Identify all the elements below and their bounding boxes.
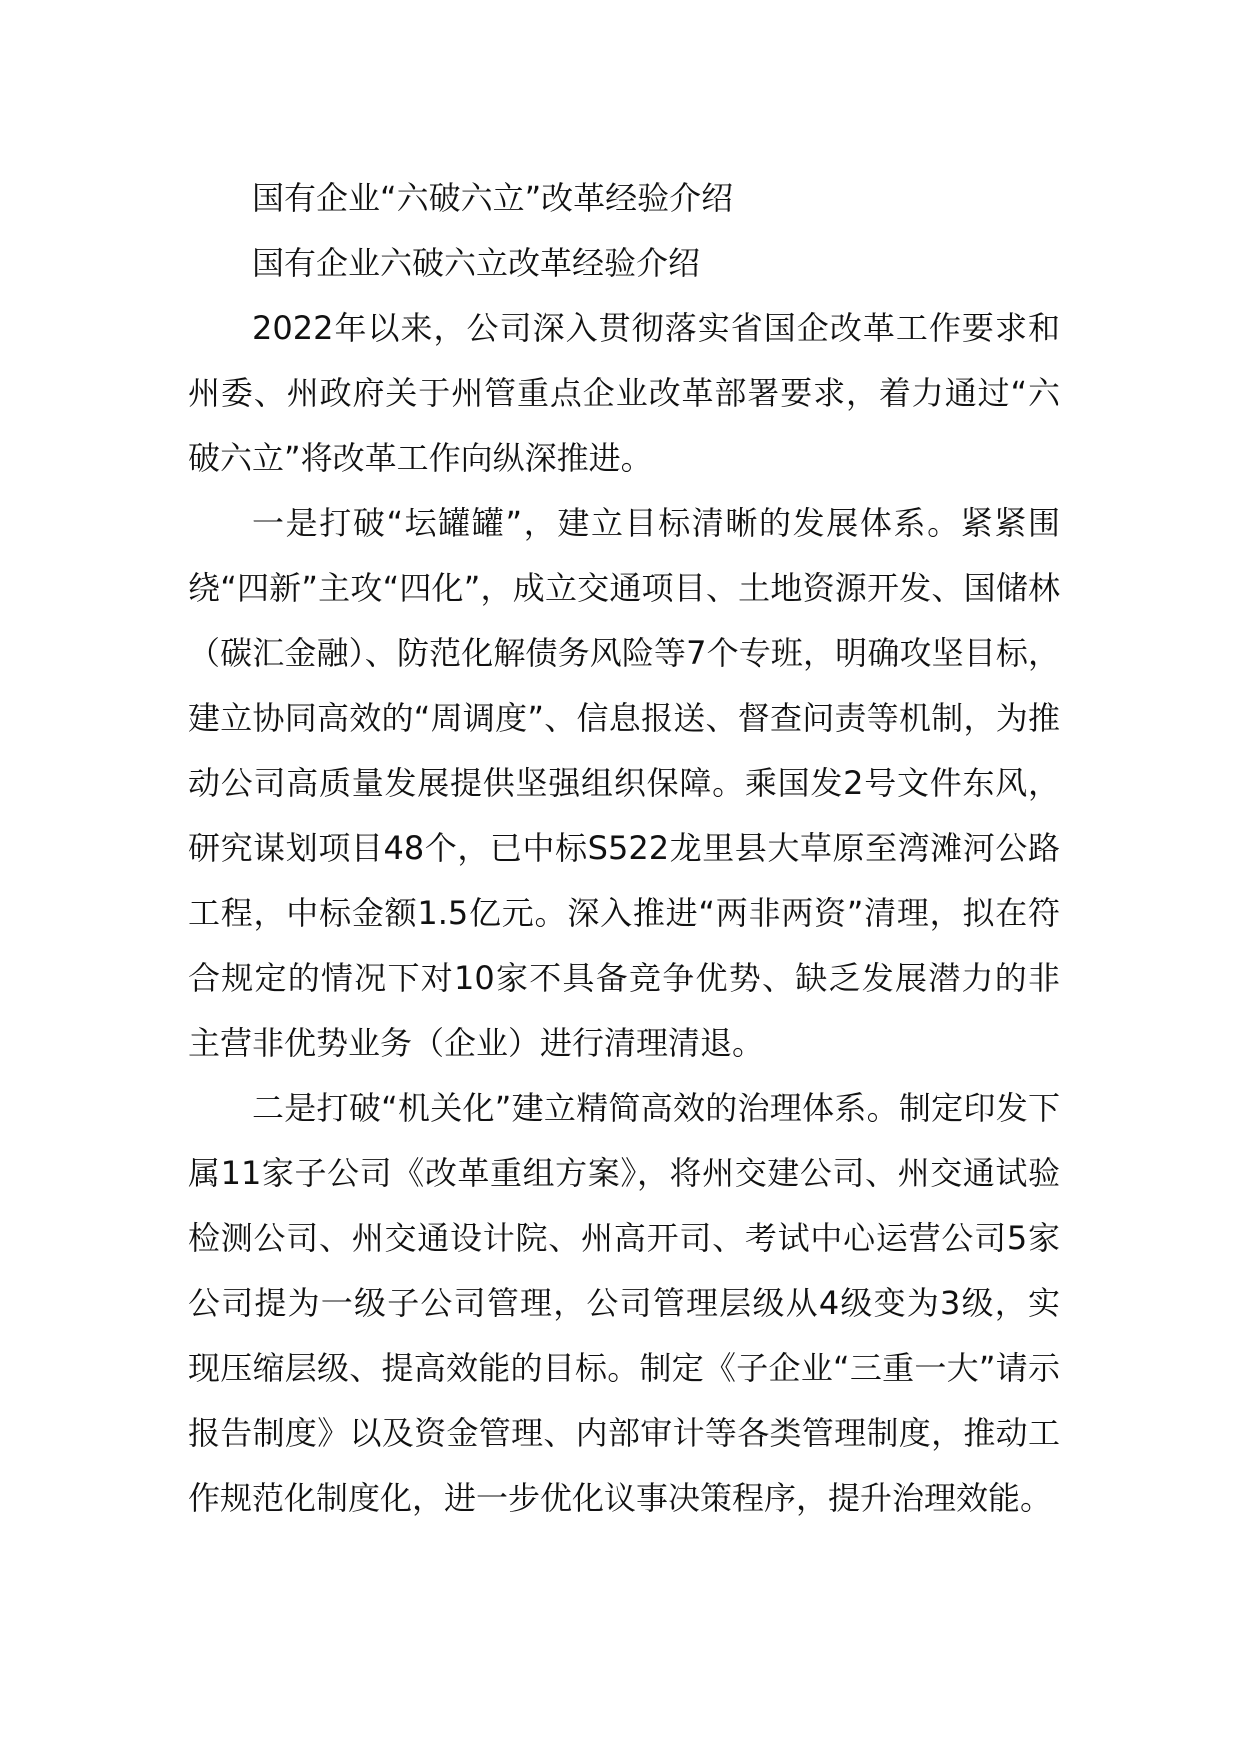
document-body — [188, 166, 1060, 1531]
paragraph-intro: 2022年以来，公司深入贯彻落实省国企改革工作要求和州委、州政府关于州管重点企业改革部署要求，着力通过“六破六立”将改革工作向纵深推进。 — [188, 309, 1060, 477]
document-subtitle: 国有企业六破六立改革经验介绍 — [252, 244, 701, 282]
paragraph-section-two: 二是打破“机关化”建立精简高效的治理体系。制定印发下属11家子公司《改革重组方案》，将州交建公司、州交通试验检测公司、州交通设计院、州高开司、考试中心运营公司5家公司提为一级子公司管理，公司管理层级从4级变为3级，实现压缩层级、提高效能的目标。制定《子企业“三重一大”请示报告制度》以及资金管理、内部审计等各类管理制度，推动工作规范化制度化，进一步优化议事决策程序，提升治理效能。 — [188, 1089, 1060, 1517]
document-title: 国有企业“六破六立”改革经验介绍 — [252, 179, 734, 217]
paragraph-section-one: 一是打破“坛罐罐”，建立目标清晰的发展体系。紧紧围绕“四新”主攻“四化”，成立交通项目、土地资源开发、国储林（碳汇金融）、防范化解债务风险等7个专班，明确攻坚目标，建立协同高效的“周调度”、信息报送、督查问责等机制，为推动公司高质量发展提供坚强组织保障。乘国发2号文件东风，研究谋划项目48个，已中标S522龙里县大草原至湾滩河公路工程，中标金额1.5亿元。深入推进“两非两资”清理，拟在符合规定的情况下对10家不具备竞争优势、缺乏发展潜力的非主营非优势业务（企业）进行清理清退。 — [188, 504, 1060, 1062]
